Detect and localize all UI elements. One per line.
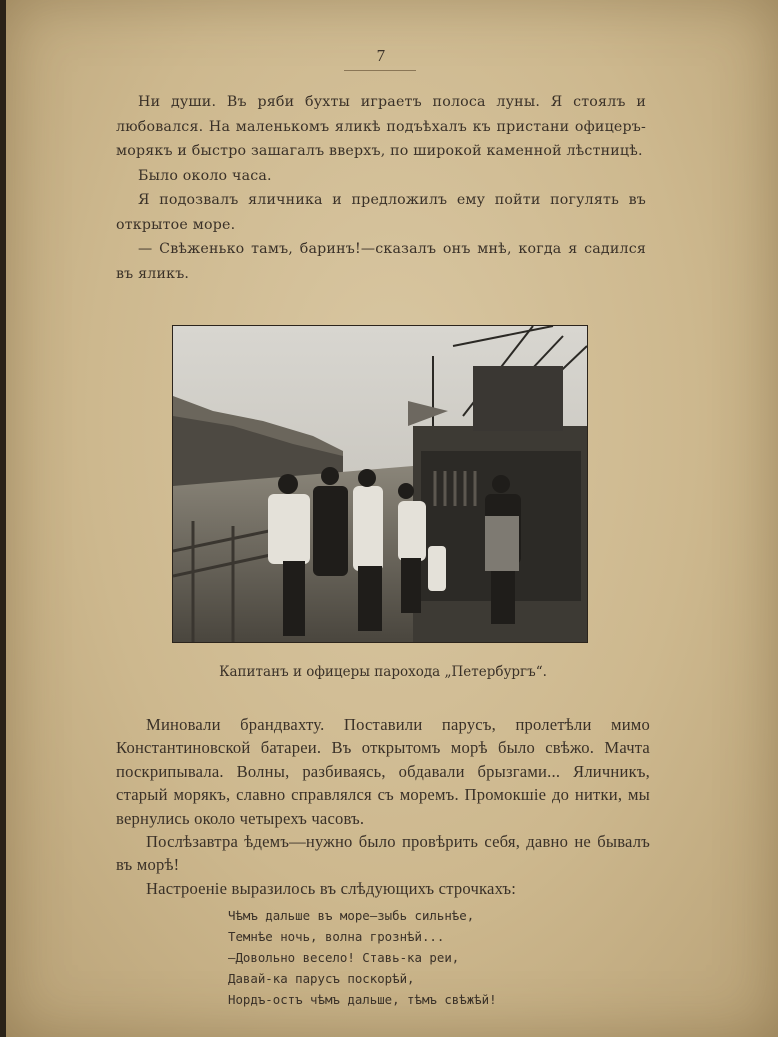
paragraph: Было около часа. [138, 167, 272, 184]
intro-text-block [116, 90, 646, 286]
ship-deck-photo [173, 326, 587, 642]
page-number-rule [344, 70, 416, 71]
poem-line: —Довольно весело! Ставь-ка реи, [228, 950, 460, 965]
poem-line: Давай-ка парусъ поскорѣй, [228, 971, 415, 986]
poem [228, 905, 588, 1010]
paragraph: Послѣзавтра ѣдемъ—нужно было провѣрить себя, давно не бывалъ въ морѣ! [116, 832, 650, 875]
photo-caption: Капитанъ и офицеры парохода „Петербургъ“. [219, 664, 547, 680]
photograph [172, 325, 588, 643]
body-text-block [116, 713, 650, 900]
paragraph: Настроеніе выразилось въ слѣдующихъ строчкахъ: [146, 878, 517, 898]
page-number: 7 [376, 46, 386, 65]
paragraph: — Свѣженько тамъ, баринъ!—сказалъ онъ мнѣ, когда я садился въ яликъ. [116, 241, 646, 282]
poem-line: Нордъ-остъ чѣмъ дальше, тѣмъ свѣжѣй! [228, 992, 497, 1007]
paragraph: Ни души. Въ ряби бухты играетъ полоса луны. Я стоялъ и любовался. На маленькомъ яликѣ подъѣхалъ къ пристани офицеръ-морякъ и быстро зашагалъ вверхъ, по широкой каменной лѣстницѣ. [116, 94, 646, 159]
paragraph: Миновали брандвахту. Поставили парусъ, пролетѣли мимо Константиновской батареи. Въ открытомъ морѣ было свѣжо. Мачта поскрипывала. Волны, разбиваясь, обдавали брызгами... Яличникъ, старый морякъ, славно справлялся съ моремъ. Промокшіе до нитки, мы вернулись около четырехъ часовъ. [116, 715, 650, 828]
poem-line: Чѣмъ дальше въ море—зыбь сильнѣе, [228, 908, 475, 923]
paragraph: Я подозвалъ яличника и предложилъ ему пойти погулять въ открытое море. [116, 192, 646, 233]
book-page [6, 0, 778, 1037]
poem-line: Темнѣе ночь, волна грознѣй... [228, 929, 445, 944]
